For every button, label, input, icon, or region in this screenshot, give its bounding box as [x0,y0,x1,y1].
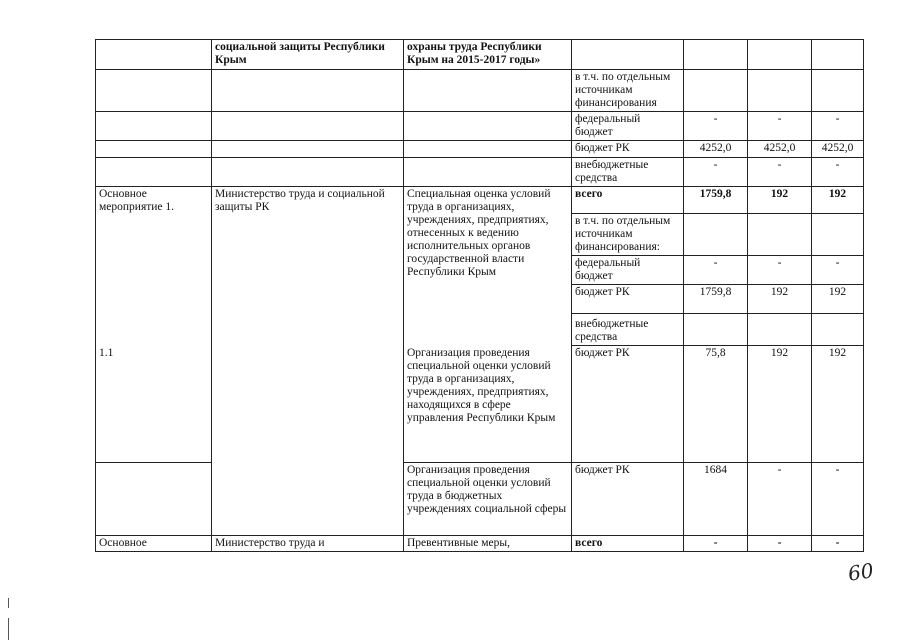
header-cell-empty [572,40,684,70]
source-label: всего [572,187,684,214]
source-label: внебюджетные средства [572,158,684,187]
source-label: федеральный бюджет [572,256,684,285]
table-row: Основное мероприятие 1. Министерство труда и социальной защиты РК Специальная оценка условий труда в организациях, учреждениях, предприятиях, отнесенных к ведению исполнительных органов государственной власти Республики Крым всего 1759,8 192 192 [96,187,864,214]
header-cell-empty [96,40,212,70]
table-row: Организация проведения специальной оценки условий труда в бюджетных учреждениях социальной сферы бюджет РК 1684 - - [96,463,864,536]
subactivity-number: 1.1 [96,346,212,463]
header-cell-empty [748,40,812,70]
table-row [96,70,864,112]
source-label: в т.ч. по отдельным источникам финансирования [572,70,684,112]
table-row: внебюджетные средства - - - [96,158,864,187]
source-label: бюджет РК [572,463,684,536]
activity-description: Превентивные меры, [404,536,572,552]
subactivity-description: Организация проведения специальной оценки условий труда в бюджетных учреждениях социальной сферы [404,463,572,536]
source-label: федеральный бюджет [572,112,684,141]
handwritten-page-number: 60 [846,558,875,586]
subactivity-number [96,463,212,536]
source-label: бюджет РК [572,141,684,158]
activity-name: Основное мероприятие 1. [96,187,212,346]
activity-description: Специальная оценка условий труда в организациях, учреждениях, предприятиях, отнесенных к ведению исполнительных органов государственной власти Республики Крым [404,187,572,346]
table-header-row [96,40,864,70]
header-cell-empty [684,40,748,70]
source-label: внебюджетные средства [572,314,684,346]
table-row: бюджет РК 1759,8 192 192 [96,285,864,314]
header-cell-program: охраны труда Республики Крым на 2015-2017 годы» [404,40,572,70]
header-cell-ministry: социальной защиты Республики Крым [212,40,404,70]
source-label: всего [572,536,684,552]
scan-mark [8,598,9,608]
financing-table [95,39,864,552]
table-row: федеральный бюджет - - - [96,112,864,141]
source-label: бюджет РК [572,346,684,463]
responsible-executor: Министерство труда и [212,536,404,552]
header-cell-empty [812,40,864,70]
source-label: бюджет РК [572,285,684,314]
source-label: в т.ч. по отдельным источникам финансирования: [572,214,684,256]
table-row: 1.1 Организация проведения специальной оценки условий труда в организациях, учреждениях, предприятиях, находящихся в сфере управления Республики Крым бюджет РК 75,8 192 192 [96,346,864,463]
table-row: федеральный бюджет - - - [96,256,864,285]
table-row: Основное Министерство труда и Превентивные меры, всего - - - [96,536,864,552]
activity-name: Основное [96,536,212,552]
responsible-executor: Министерство труда и социальной защиты РК [212,187,404,536]
scan-mark [8,618,9,640]
subactivity-description: Организация проведения специальной оценки условий труда в организациях, учреждениях, предприятиях, находящихся в сфере управления Республики Крым [404,346,572,463]
table-row: бюджет РК 4252,0 4252,0 4252,0 [96,141,864,158]
